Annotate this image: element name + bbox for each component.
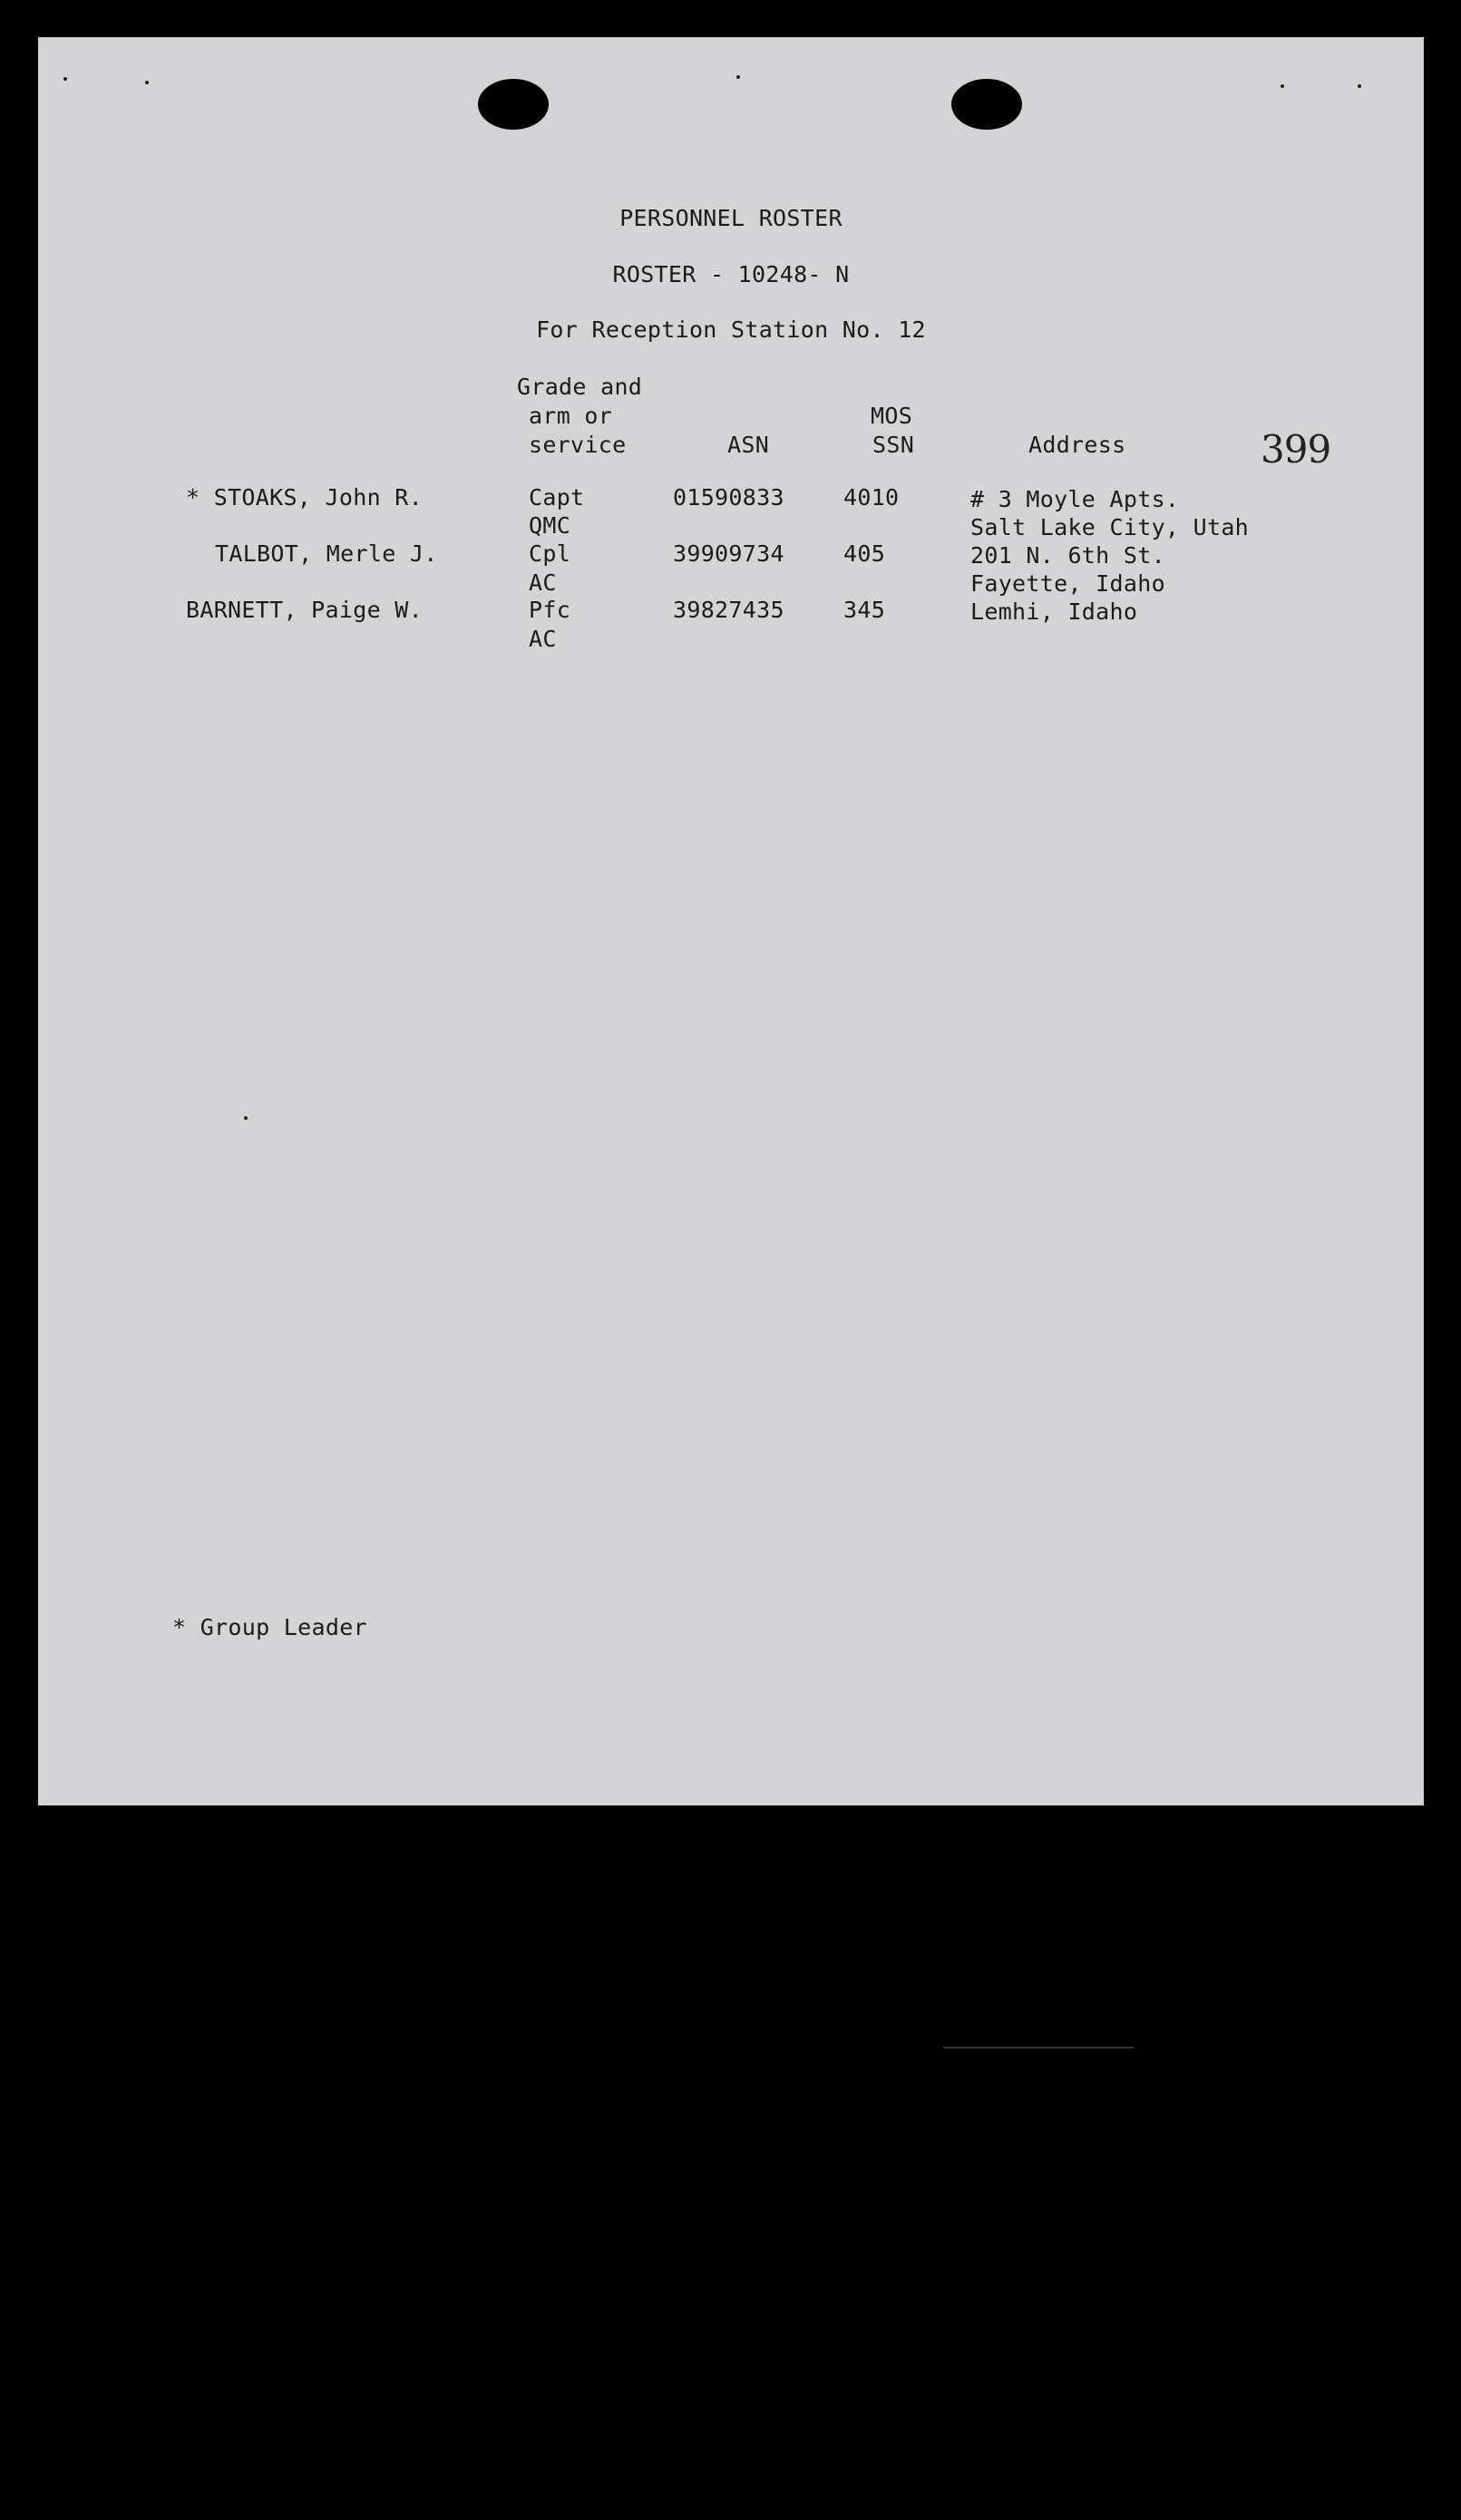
speck-mark — [736, 75, 740, 79]
scan-artifact-line — [943, 2047, 1134, 2048]
row-address-line2: Fayette, Idaho — [970, 570, 1165, 597]
row-mos-ssn: 4010 — [843, 484, 900, 511]
punch-hole-left — [478, 79, 549, 130]
station-heading: For Reception Station No. 12 — [536, 316, 926, 343]
speck-mark — [1281, 84, 1284, 88]
address-header: Address — [1028, 432, 1126, 458]
footnote-group-leader: * Group Leader — [172, 1614, 367, 1640]
document-page — [38, 37, 1424, 1805]
speck-mark — [1358, 84, 1361, 88]
row-arm: QMC — [529, 512, 571, 539]
row-address-line1: # 3 Moyle Apts. — [970, 486, 1180, 512]
row-arm: AC — [529, 626, 557, 652]
row-grade: Cpl — [529, 540, 571, 567]
speck-mark — [145, 81, 149, 84]
speck-mark — [244, 1116, 248, 1120]
row-mos-ssn: 345 — [843, 597, 886, 623]
grade-header-line2: arm or — [529, 403, 613, 429]
row-address-line2: Salt Lake City, Utah — [970, 514, 1250, 540]
asn-header: ASN — [727, 432, 770, 458]
row-arm: AC — [529, 569, 557, 596]
row-name: BARNETT, Paige W. — [186, 597, 423, 623]
ssn-header: SSN — [872, 432, 915, 458]
row-name: * STOAKS, John R. — [186, 484, 423, 511]
roster-number: ROSTER - 10248- N — [612, 261, 850, 287]
row-asn: 39909734 — [673, 540, 784, 567]
page-title: PERSONNEL ROSTER — [619, 205, 843, 231]
row-grade: Capt — [529, 484, 585, 511]
row-mos-ssn: 405 — [843, 540, 886, 567]
punch-hole-right — [951, 79, 1022, 130]
grade-header-line3: service — [529, 432, 627, 458]
row-name: TALBOT, Merle J. — [215, 540, 438, 567]
row-asn: 39827435 — [673, 597, 784, 623]
grade-header-line1: Grade and — [517, 374, 643, 400]
row-address-line1: 201 N. 6th St. — [970, 542, 1165, 569]
mos-header: MOS — [871, 403, 913, 429]
page-number: 399 — [1261, 427, 1331, 472]
row-address-line1: Lemhi, Idaho — [970, 598, 1138, 625]
row-grade: Pfc — [529, 597, 571, 623]
row-asn: 01590833 — [673, 484, 784, 511]
speck-mark — [63, 77, 67, 81]
